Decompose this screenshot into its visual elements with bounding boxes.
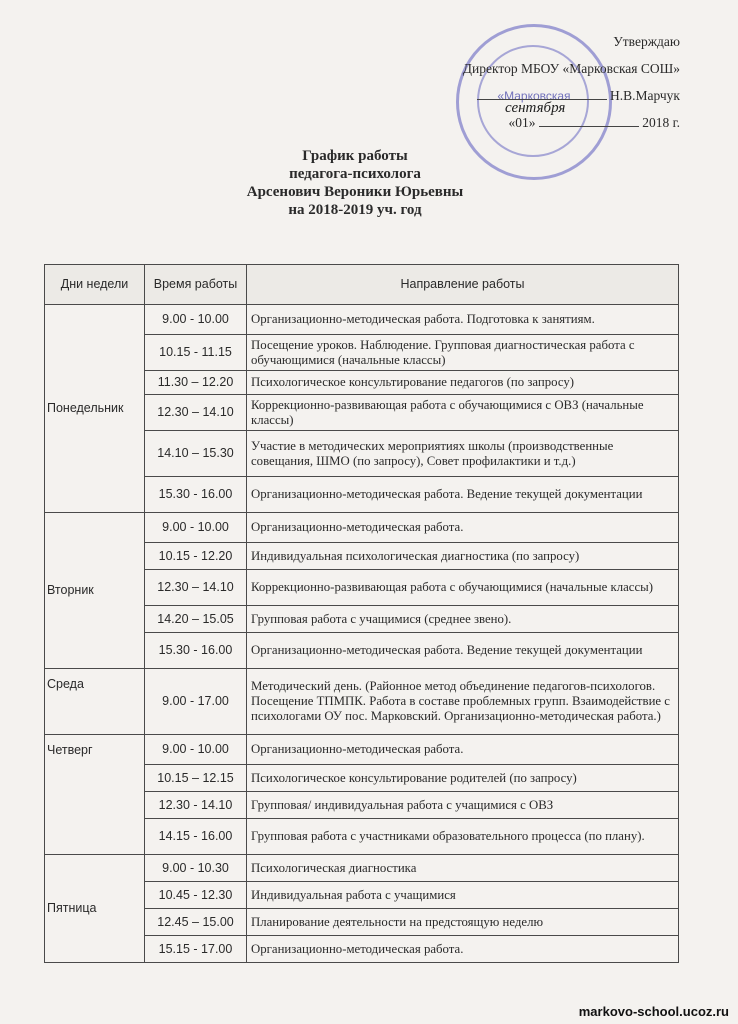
time-cell: 14.15 - 16.00 (145, 819, 247, 855)
title-line-4: на 2018-2019 уч. год (288, 202, 422, 218)
task-cell: Психологическое консультирование педагогов (по запросу) (247, 371, 679, 395)
task-cell: Организационно-методическая работа. Ведение текущей документации (247, 633, 679, 669)
site-watermark: markovo-school.ucoz.ru (576, 1003, 732, 1020)
day-name: Вторник (45, 513, 145, 669)
header-time: Время работы (145, 265, 247, 305)
table-row (45, 855, 679, 882)
task-cell: Индивидуальная работа с учащимися (247, 882, 679, 909)
time-cell: 12.30 - 14.10 (145, 792, 247, 819)
day-name: Четверг (45, 735, 145, 855)
time-cell: 12.30 – 14.10 (145, 570, 247, 606)
approve-label: Утверждаю (613, 34, 680, 49)
task-cell: Планирование деятельности на предстоящую неделю (247, 909, 679, 936)
header-row (45, 265, 679, 305)
task-cell: Организационно-методическая работа. (247, 513, 679, 543)
director-name: Н.В.Марчук (609, 88, 680, 103)
time-cell: 12.45 – 15.00 (145, 909, 247, 936)
day-name: Пятница (45, 855, 145, 963)
day-name: Понедельник (45, 305, 145, 513)
time-cell: 9.00 - 10.00 (145, 305, 247, 335)
task-cell: Организационно-методическая работа. Подготовка к занятиям. (247, 305, 679, 335)
time-cell: 10.45 - 12.30 (145, 882, 247, 909)
document-title (0, 147, 738, 219)
time-cell: 9.00 - 17.00 (145, 669, 247, 735)
task-cell: Психологическое консультирование родителей (по запросу) (247, 765, 679, 792)
time-cell: 14.10 – 15.30 (145, 431, 247, 477)
task-cell: Методический день. (Районное метод объединение педагогов-психологов. Посещение ТПМПК. Работа в составе проблемных групп. Взаимодействие с психологами ОУ пос. Марковский. Организационно-методическая работа.) (247, 669, 679, 735)
task-cell: Коррекционно-развивающая работа с обучающимися с ОВЗ (начальные классы) (247, 395, 679, 431)
time-cell: 12.30 – 14.10 (145, 395, 247, 431)
task-cell: Организационно-методическая работа. (247, 936, 679, 963)
time-cell: 9.00 - 10.00 (145, 513, 247, 543)
task-cell: Коррекционно-развивающая работа с обучающимися (начальные классы) (247, 570, 679, 606)
handwritten-date-month: сентября (505, 100, 566, 116)
date-day: «01» (508, 115, 536, 130)
task-cell: Групповая работа с участниками образовательного процесса (по плану). (247, 819, 679, 855)
title-line-2: педагога-психолога (289, 166, 421, 182)
table-row (45, 305, 679, 335)
task-cell: Организационно-методическая работа. (247, 735, 679, 765)
time-cell: 10.15 - 12.20 (145, 543, 247, 570)
date-year: 2018 г. (642, 115, 680, 130)
time-cell: 9.00 - 10.00 (145, 735, 247, 765)
time-cell: 11.30 – 12.20 (145, 371, 247, 395)
schedule-table (44, 264, 679, 963)
time-cell: 15.30 - 16.00 (145, 633, 247, 669)
title-line-1: График работы (302, 148, 408, 164)
day-name: Среда (45, 669, 145, 735)
table-row (45, 513, 679, 543)
table-row (45, 735, 679, 765)
task-cell: Индивидуальная психологическая диагностика (по запросу) (247, 543, 679, 570)
time-cell: 15.30 - 16.00 (145, 477, 247, 513)
schedule-body (45, 305, 679, 963)
stamp-text: «Марковская (497, 89, 571, 103)
task-cell: Посещение уроков. Наблюдение. Групповая диагностическая работа с обучающимися (начальные классы) (247, 335, 679, 371)
task-cell: Групповая работа с учащимися (среднее звено). (247, 606, 679, 633)
time-cell: 14.20 – 15.05 (145, 606, 247, 633)
task-cell: Групповая/ индивидуальная работа с учащимися с ОВЗ (247, 792, 679, 819)
task-cell: Участие в методических мероприятиях школы (производственные совещания, ШМО (по запросу), Совет профилактики и т.д.) (247, 431, 679, 477)
time-cell: 10.15 – 12.15 (145, 765, 247, 792)
approval-block (463, 28, 680, 136)
table-row (45, 669, 679, 735)
time-cell: 15.15 - 17.00 (145, 936, 247, 963)
task-cell: Психологическая диагностика (247, 855, 679, 882)
header-day: Дни недели (45, 265, 145, 305)
time-cell: 10.15 - 11.15 (145, 335, 247, 371)
task-cell: Организационно-методическая работа. Ведение текущей документации (247, 477, 679, 513)
title-line-3: Арсенович Вероники Юрьевны (246, 184, 464, 200)
header-task: Направление работы (247, 265, 679, 305)
director-line: Директор МБОУ «Марковская СОШ» (462, 61, 680, 76)
time-cell: 9.00 - 10.30 (145, 855, 247, 882)
